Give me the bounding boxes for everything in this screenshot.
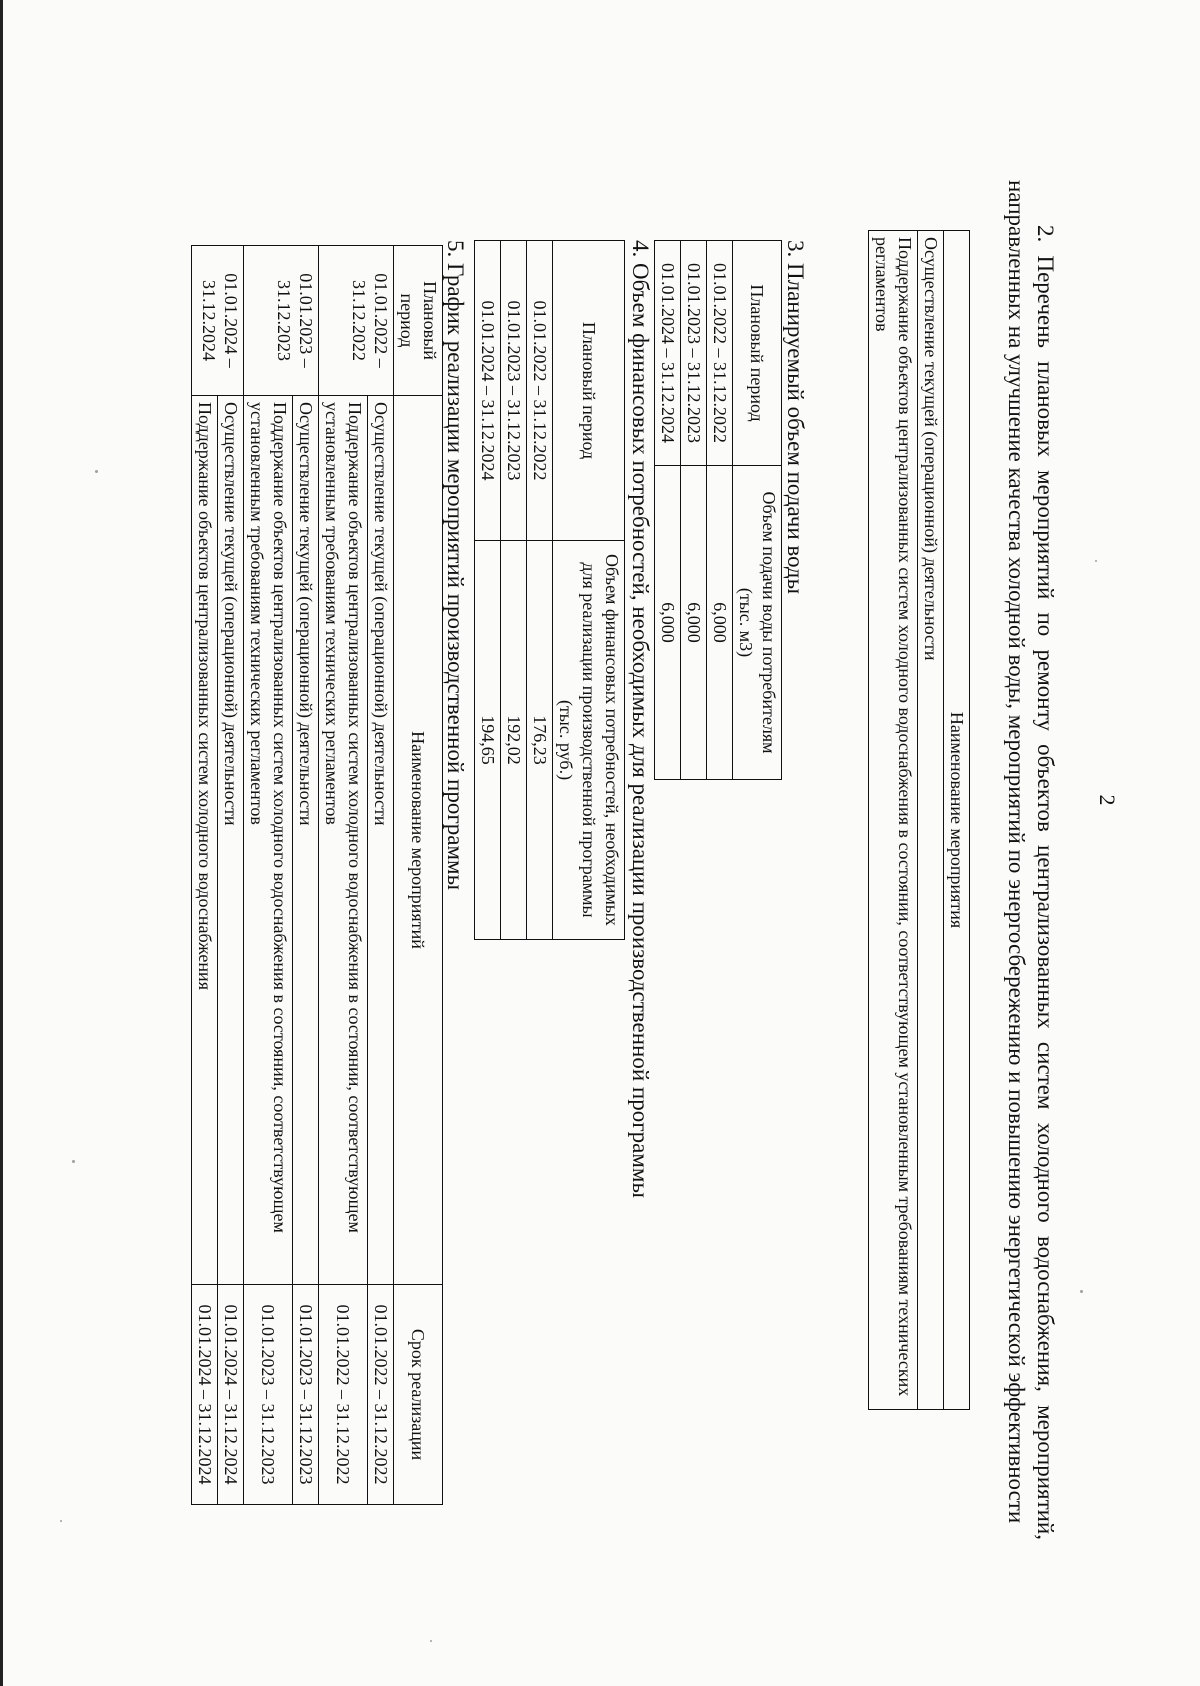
- deadline-cell: 01.01.2024 – 31.12.2024: [192, 1285, 218, 1505]
- section-5-title: 5. График реализации мероприятий производственной программы: [443, 240, 468, 891]
- scan-speck: [95, 470, 98, 473]
- activity-cell: Осуществление текущей (операционной) деятельности: [368, 396, 394, 1285]
- table-row: [192, 246, 218, 1505]
- volume-cell: 6,000: [681, 466, 707, 780]
- table-row: [527, 241, 553, 940]
- period-cell: 01.01.2024 – 31.12.2024: [475, 241, 501, 541]
- period-cell: 01.01.2024 – 31.12.2024: [655, 241, 681, 466]
- period-cell: 01.01.2023 – 31.12.2023: [681, 241, 707, 466]
- section-5-table: [191, 245, 443, 1505]
- period-cell: 01.01.2023 – 31.12.2023: [244, 246, 319, 396]
- volume-cell: 6,000: [707, 466, 733, 780]
- table-row: [293, 246, 319, 1505]
- period-cell: 01.01.2022 – 31.12.2022: [527, 241, 553, 541]
- section-2-title: 2. Перечень плановых мероприятий по ремонту объектов централизованных систем холодного водоснабжения, мероприятий, направленных на улучшение качества холодной воды, мероприятий по энергосбережению и повышению энергетической эффективности: [1004, 180, 1058, 1540]
- table-header: Наименование мероприятия: [944, 231, 970, 1410]
- table-row: [681, 241, 707, 780]
- deadline-cell: 01.01.2022 – 31.12.2022: [319, 1285, 368, 1505]
- deadline-cell: 01.01.2024 – 31.12.2024: [218, 1285, 244, 1505]
- scan-speck: [72, 1160, 75, 1163]
- amount-cell: 192,02: [501, 541, 527, 940]
- table-row: Поддержание объектов централизованных систем холодного водоснабжения в состоянии, соответствующем установленным требованиям технических регламентов: [869, 231, 918, 1410]
- amount-cell: 176,23: [527, 541, 553, 940]
- activity-cell: Осуществление текущей (операционной) деятельности: [218, 396, 244, 1285]
- section-4-table: [474, 240, 625, 940]
- table-header: Срок реализации: [394, 1285, 443, 1505]
- table-row: [244, 246, 293, 1505]
- table-header: Плановый период: [553, 241, 625, 541]
- activity-cell: Поддержание объектов централизованных систем холодного водоснабжения: [192, 396, 218, 1285]
- section-4-title: 4. Объем финансовых потребностей, необходимых для реализации производственной программы: [628, 240, 653, 1198]
- table-header: Объем финансовых потребностей, необходимых для реализации производственной программы (тыс. руб.): [553, 541, 625, 940]
- scan-edge: [0, 0, 3, 1686]
- table-row: [218, 246, 244, 1505]
- table-row: [475, 241, 501, 940]
- scan-speck: [1095, 560, 1097, 562]
- table-row: [655, 241, 681, 780]
- table-header: Плановый период: [394, 246, 443, 396]
- period-cell: 01.01.2022 – 31.12.2022: [707, 241, 733, 466]
- activity-cell: Осуществление текущей (операционной) деятельности: [293, 396, 319, 1285]
- deadline-cell: 01.01.2023 – 31.12.2023: [293, 1285, 319, 1505]
- activity-cell: Поддержание объектов централизованных систем холодного водоснабжения в состоянии, соответствующем установленным требованиям технических регламентов: [319, 396, 368, 1285]
- section-3-title: 3. Планируемый объем подачи воды: [783, 240, 808, 595]
- page-number: 2: [1095, 794, 1120, 806]
- scan-speck: [430, 1640, 432, 1642]
- table-row: [368, 246, 394, 1505]
- section-3-table: [654, 240, 782, 780]
- activity-cell: Поддержание объектов централизованных систем холодного водоснабжения в состоянии, соответствующем установленным требованиям технических регламентов: [244, 396, 293, 1285]
- volume-cell: 6,000: [655, 466, 681, 780]
- deadline-cell: 01.01.2022 – 31.12.2022: [368, 1285, 394, 1505]
- period-cell: 01.01.2024 – 31.12.2024: [192, 246, 244, 396]
- period-cell: 01.01.2022 – 31.12.2022: [319, 246, 394, 396]
- rotated-document: [120, 50, 1120, 1550]
- scan-speck: [60, 1520, 62, 1522]
- table-header: Наименование мероприятий: [394, 396, 443, 1285]
- table-row: [707, 241, 733, 780]
- table-header: Плановый период: [733, 241, 782, 466]
- table-row: [319, 246, 368, 1505]
- table-row: Осуществление текущей (операционной) деятельности: [918, 231, 944, 1410]
- deadline-cell: 01.01.2023 – 31.12.2023: [244, 1285, 293, 1505]
- period-cell: 01.01.2023 – 31.12.2023: [501, 241, 527, 541]
- table-row: [501, 241, 527, 940]
- table-header: Объем подачи воды потребителям (тыс. м3): [733, 466, 782, 780]
- section-2-table: [868, 230, 970, 1410]
- scan-speck: [1080, 1290, 1083, 1293]
- amount-cell: 194,65: [475, 541, 501, 940]
